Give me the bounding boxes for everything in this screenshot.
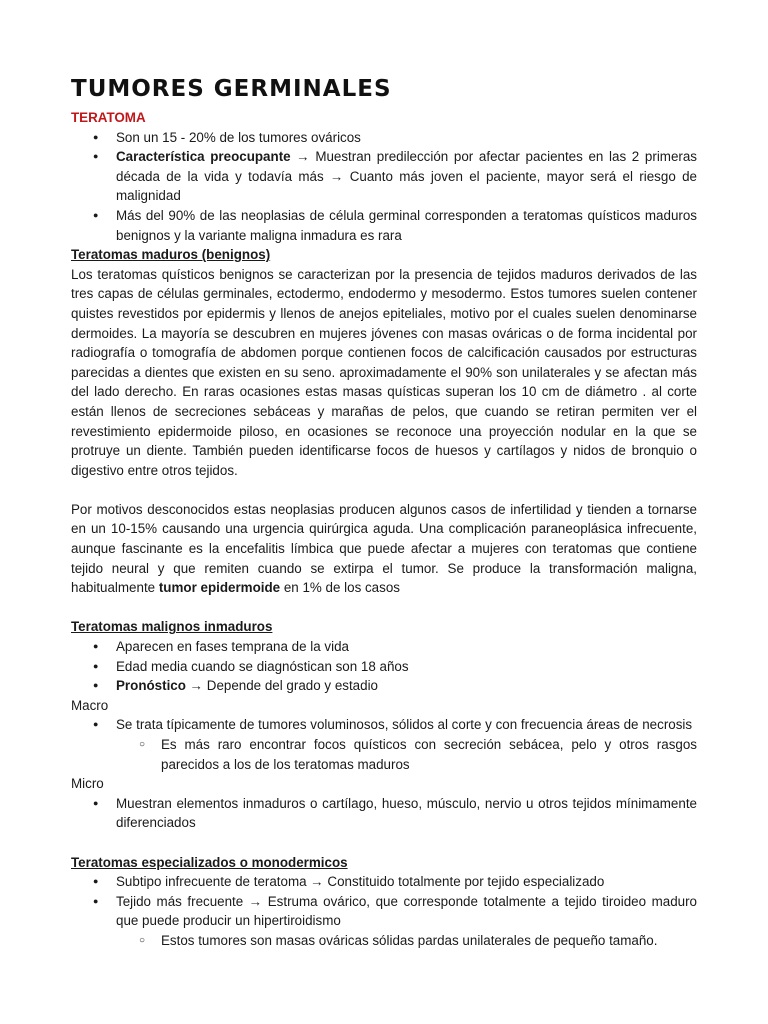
list-item: ● Característica preocupante → Muestran predilección por afectar pacientes en las 2 primeras década de la vida y todavía más → Cuanto más joven el paciente, mayor será el riesgo de malignidad <box>71 147 697 206</box>
micro-label: Micro <box>71 776 104 792</box>
paragraph-maduros-2: Por motivos desconocidos estas neoplasias producen algunos casos de infertilidad y tienden a tornarse en un 10-15% causando una urgencia quirúrgica aguda. Una complicación paraneoplásica infrecuente, aunque fascinante es la encefalitis límbica que puede afectar a mujeres con teratomas que contiene tejido neural y que remiten cuando se extirpa el tumor. Se produce la transformación maligna, habitualmente tumor epidermoide en 1% de los casos <box>71 501 697 596</box>
macro-label: Macro <box>71 697 109 713</box>
list-item: ● Edad media cuando se diagnóstican son 18 años <box>71 657 697 677</box>
macro-sub-list <box>71 735 697 774</box>
macro-bullet-list <box>71 715 697 735</box>
section-heading-malignos: Teratomas malignos inmaduros <box>71 619 273 635</box>
malignos-bullet-list <box>71 637 697 696</box>
list-item: ● Se trata típicamente de tumores voluminosos, sólidos al corte y con frecuencia áreas de necrosis <box>71 715 697 735</box>
micro-bullet-list <box>71 794 697 833</box>
list-item: ● Pronóstico → Depende del grado y estadio <box>71 676 697 696</box>
list-item: ● Tejido más frecuente → Estruma ovárico, que corresponde totalmente a tejido tiroideo maduro que puede producir un hipertiroidismo <box>71 892 697 931</box>
list-item: ○ Estos tumores son masas ováricas sólidas pardas unilaterales de pequeño tamaño. <box>71 931 697 951</box>
list-item: ● Son un 15 - 20% de los tumores ováricos <box>71 128 697 148</box>
document-page <box>71 72 697 951</box>
especializados-bullet-list <box>71 872 697 931</box>
section-heading-maduros: Teratomas maduros (benignos) <box>71 247 271 263</box>
document-title: TUMORES GERMINALES <box>71 76 392 102</box>
list-item: ○ Es más raro encontrar focos quísticos con secreción sebácea, pelo y otros rasgos parecidos a los de los teratomas maduros <box>71 735 697 774</box>
list-item: ● Muestran elementos inmaduros o cartílago, hueso, músculo, nervio u otros tejidos mínimamente diferenciados <box>71 794 697 833</box>
section-heading-teratoma: TERATOMA <box>71 110 146 125</box>
teratoma-bullet-list <box>71 128 697 246</box>
list-item: ● Más del 90% de las neoplasias de célula germinal corresponden a teratomas quísticos maduros benignos y la variante maligna inmadura es rara <box>71 206 697 245</box>
section-heading-especializados: Teratomas especializados o monodermicos <box>71 854 348 870</box>
especializados-sub-list <box>71 931 697 951</box>
paragraph-maduros-1: Los teratomas quísticos benignos se caracterizan por la presencia de tejidos maduros derivados de las tres capas de células germinales, ectodermo, endodermo y mesodermo. Estos tumores suelen contener quistes revestidos por epidermis y llenos de anejos epiteliales, motivo por el cuales suelen denominarse dermoides. La mayoría se descubren en mujeres jóvenes con masas ováricas o de forma incidental por radiografía o tomografía de abdomen porque contienen focos de calcificación causados por estructuras parecidas a dientes que existen en su seno. aproximadamente el 90% son unilaterales y se afectan más del lado derecho. En raras ocasiones estas masas quísticas superan los 10 cm de diámetro . al corte están llenos de secreciones sebáceas y marañas de pelos, que cuando se retiran permiten ver el revestimiento epidermoide piloso, en ocasiones se reconoce una proyección nodular en la que se protruye un diente. También pueden identificarse focos de huesos y cartílagos y nidos de bronquio o digestivo entre otros tejidos. <box>71 266 697 478</box>
list-item: ● Subtipo infrecuente de teratoma → Constituido totalmente por tejido especializado <box>71 872 697 892</box>
list-item: ● Aparecen en fases temprana de la vida <box>71 637 697 657</box>
